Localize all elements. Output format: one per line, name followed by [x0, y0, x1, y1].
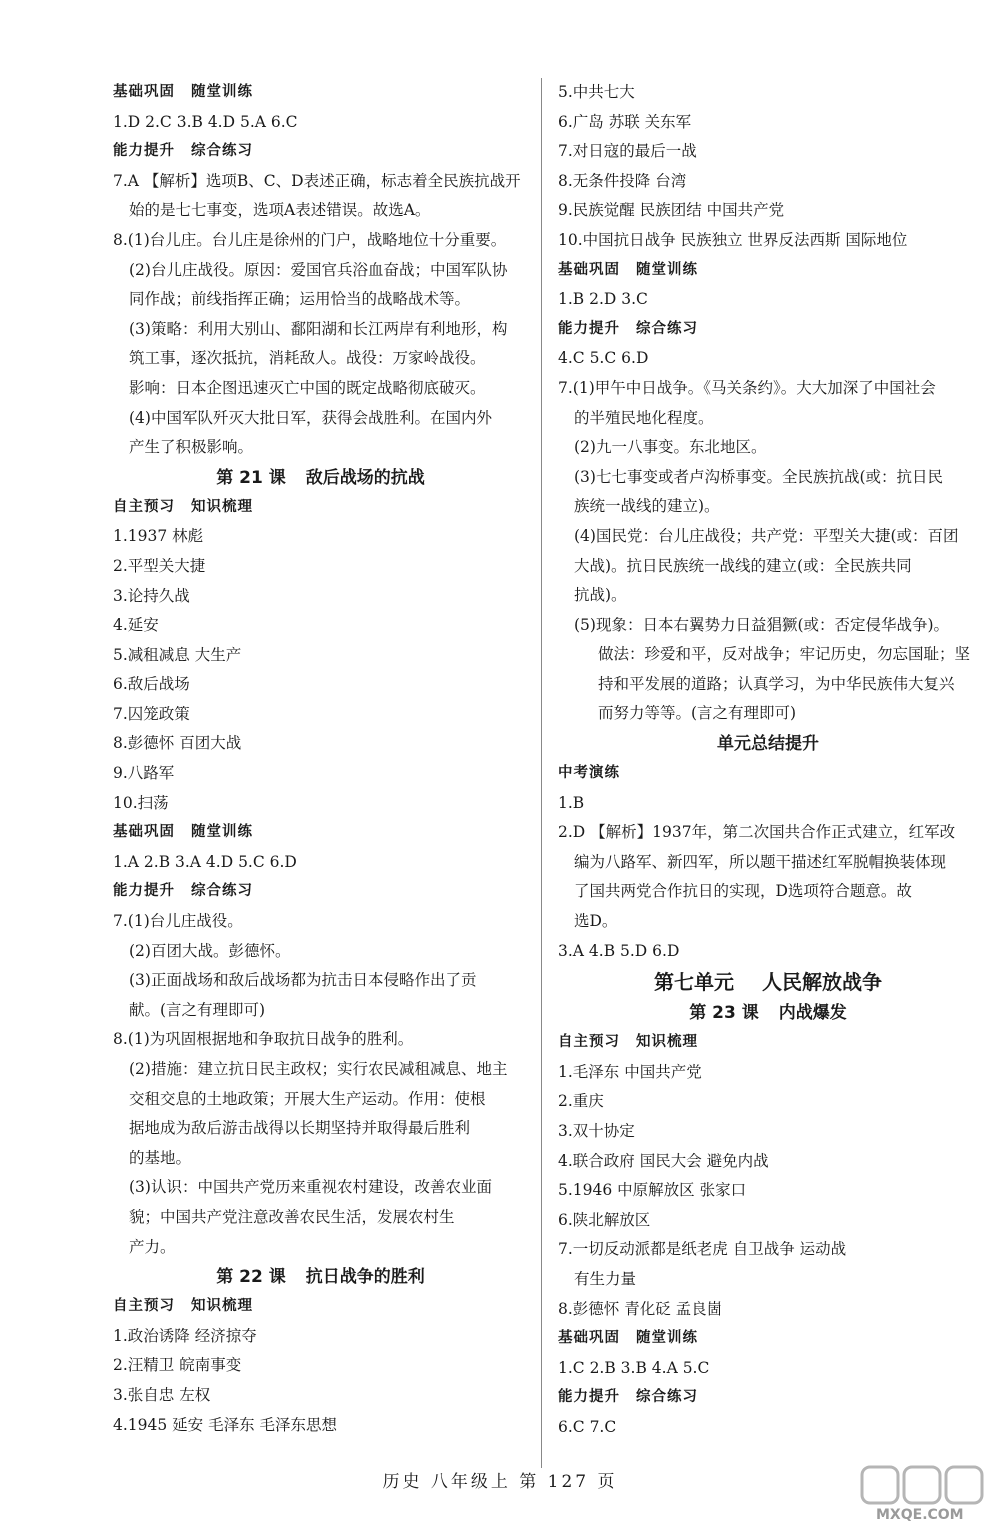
unit-title: [558, 966, 978, 998]
heading-part-b: 综合练习: [636, 1389, 698, 1406]
answer-line: (5)现象：日本右翼势力日益猖獗(或：否定侵华战争)。: [574, 615, 950, 634]
answer-line: 而努力等等。(言之有理即可): [598, 704, 797, 723]
answer-line: 9.民族觉醒 民族团结 中国共产党: [558, 201, 785, 220]
heading-part-a: 第 21 课: [216, 467, 286, 488]
answer-line: (3)认识：中国共产党历来重视农村建设，改善农业面: [129, 1178, 492, 1197]
answer-line: 6.C 7.C: [558, 1417, 617, 1436]
heading-part-a: 第 23 课: [689, 1003, 759, 1024]
answer-line: 6.陕北解放区: [558, 1210, 651, 1229]
heading-part-a: 基础巩固: [558, 1330, 620, 1347]
answer-line: 3.双十协定: [558, 1122, 635, 1140]
heading-part-b: 随堂训练: [636, 1330, 698, 1347]
answer-line: 6.敌后战场: [113, 675, 190, 694]
answer-line: 的基地。: [129, 1148, 192, 1167]
answer-line: 1.政治诱降 经济掠夺: [113, 1326, 257, 1345]
page-footer: 历史 八年级上 第 127 页: [382, 1472, 618, 1492]
right-column: [558, 78, 978, 1443]
answer-line: 始的是七七事变，选项A表述错误。故选A。: [129, 201, 431, 220]
heading-part-a: 能力提升: [113, 143, 175, 160]
heading-part-b: 随堂训练: [636, 261, 698, 278]
answer-line: 编为八路军、新四军，所以题干描述红军脱帽换装体现: [574, 852, 947, 871]
heading-part-a: 中考演练: [558, 765, 620, 782]
heading-part-a: 自主预习: [113, 1298, 175, 1315]
answer-line: 4.C 5.C 6.D: [558, 349, 649, 368]
answer-line: 抗战)。: [574, 586, 627, 605]
heading-part-a: 基础巩固: [558, 261, 620, 278]
section-heading: [558, 1383, 978, 1413]
answer-line: 影响：日本企图迅速灭亡中国的既定战略彻底破灭。: [129, 378, 486, 397]
section-heading: [113, 78, 528, 108]
answer-line: 7.一切反动派都是纸老虎 自卫战争 运动战: [558, 1240, 847, 1259]
section-heading: [558, 1324, 978, 1354]
section-heading: [558, 759, 978, 789]
watermark-logo: [858, 1463, 986, 1529]
answer-line: (4)国民党：台儿庄战役；共产党：平型关大捷(或：百团: [574, 526, 959, 545]
heading-part-a: 能力提升: [113, 883, 175, 900]
answer-line: (2)措施：建立抗日民主政权；实行农民减租减息、地主: [129, 1060, 508, 1078]
answer-line: 2.重庆: [558, 1092, 604, 1111]
heading-part-a: 第七单元: [654, 970, 734, 995]
heading-part-a: 基础巩固: [113, 824, 175, 841]
answer-line: 8.无条件投降 台湾: [558, 171, 687, 190]
answer-line: 4.联合政府 国民大会 避免内战: [558, 1151, 769, 1170]
answer-line: 3.论持久战: [113, 586, 190, 605]
heading-part-a: 自主预习: [113, 498, 175, 515]
answer-line: 6.广岛 苏联 关东军: [558, 112, 692, 131]
answer-line: 有生力量: [574, 1269, 637, 1288]
answer-line: 8.(1)台儿庄。台儿庄是徐州的门户，战略地位十分重要。: [113, 230, 507, 249]
answer-line: 7.囚笼政策: [113, 704, 190, 723]
answer-line: 10.扫荡: [113, 793, 169, 812]
heading-part-b: 内战爆发: [778, 1003, 847, 1024]
answer-line: 10.中国抗日战争 民族独立 世界反法西斯 国际地位: [558, 230, 908, 249]
answer-line: 大战)。抗日民族统一战线的建立(或：全民族共同: [574, 556, 912, 575]
lesson-title: [558, 998, 978, 1028]
answer-line: 交租交息的土地政策；开展大生产运动。作用：使根: [129, 1089, 486, 1108]
lesson-title: [113, 1262, 528, 1292]
section-heading: [113, 877, 528, 907]
section-heading: [558, 315, 978, 345]
answer-line: 选D。: [574, 912, 618, 931]
answer-line: (2)台儿庄战役。原因：爱国官兵浴血奋战；中国军队协: [129, 260, 508, 279]
section-heading: [113, 137, 528, 167]
answer-line: 2.平型关大捷: [113, 556, 206, 575]
answer-line: 4.1945 延安 毛泽东 毛泽东思想: [113, 1415, 338, 1434]
heading-part-a: 单元总结提升: [717, 734, 819, 755]
answer-line: 同作战；前线指挥正确；运用恰当的战略战术等。: [129, 290, 471, 309]
answer-line: 7.(1)甲午中日战争。《马关条约》。大大加深了中国社会: [558, 378, 936, 397]
answer-line: 5.1946 中原解放区 张家口: [558, 1181, 747, 1200]
section-heading: [113, 818, 528, 848]
section-heading: [558, 1028, 978, 1058]
answer-line: (4)中国军队歼灭大批日军，获得会战胜利。在国内外: [129, 408, 492, 427]
heading-part-b: 随堂训练: [191, 824, 253, 841]
answer-line: 做法：珍爱和平，反对战争；牢记历史，勿忘国耻；坚: [598, 645, 971, 664]
heading-part-a: 能力提升: [558, 1389, 620, 1406]
heading-part-b: 人民解放战争: [762, 970, 882, 995]
answer-line: 貌；中国共产党注意改善农民生活，发展农村生: [129, 1207, 455, 1226]
heading-part-b: 综合练习: [191, 143, 253, 160]
answer-line: 1.1937 林彪: [113, 527, 204, 546]
heading-part-a: 第 22 课: [216, 1267, 286, 1288]
answer-line: 1.B: [558, 793, 585, 812]
answer-line: 2.D 【解析】1937年，第二次国共合作正式建立，红军改: [558, 823, 956, 842]
heading-part-b: 知识梳理: [191, 1298, 253, 1315]
answer-line: 1.C 2.B 3.B 4.A 5.C: [558, 1358, 710, 1377]
answer-line: 1.毛泽东 中国共产党: [558, 1062, 702, 1081]
answer-line: 了国共两党合作抗日的实现，D选项符合题意。故: [574, 882, 912, 901]
answer-line: 9.八路军: [113, 764, 175, 783]
answer-line: 持和平发展的道路；认真学习，为中华民族伟大复兴: [598, 674, 955, 693]
heading-part-b: 敌后战场的抗战: [305, 467, 425, 488]
answer-line: 5.减租减息 大生产: [113, 645, 242, 664]
answer-line: 献。(言之有理即可): [129, 1000, 266, 1019]
heading-part-b: 抗日战争的胜利: [305, 1267, 425, 1288]
answer-line: 7.A 【解析】选项B、C、D表述正确，标志着全民族抗战开: [113, 171, 521, 190]
answer-line: 7.对日寇的最后一战: [558, 142, 697, 161]
answer-line: 8.彭德怀 百团大战: [113, 734, 242, 753]
heading-part-b: 综合练习: [191, 883, 253, 900]
answer-line: 3.A 4.B 5.D 6.D: [558, 941, 680, 960]
section-heading: [113, 1292, 528, 1322]
answer-line: 据地成为敌后游击战得以长期坚持并取得最后胜利: [129, 1119, 471, 1138]
answer-line: 的半殖民地化程度。: [574, 408, 714, 427]
heading-part-a: 能力提升: [558, 320, 620, 337]
answer-line: (3)策略：利用大别山、鄱阳湖和长江两岸有利地形，构: [129, 319, 508, 338]
answer-line: 筑工事，逐次抵抗，消耗敌人。战役：万家岭战役。: [129, 349, 486, 368]
answer-line: (2)九一八事变。东北地区。: [574, 438, 767, 457]
lesson-title: [113, 463, 528, 493]
heading-part-b: 综合练习: [636, 320, 698, 337]
answer-line: 8.彭德怀 青化砭 孟良崮: [558, 1299, 723, 1318]
answer-line: 1.D 2.C 3.B 4.D 5.A 6.C: [113, 112, 298, 131]
heading-part-b: 知识梳理: [191, 498, 253, 515]
answer-line: 2.汪精卫 皖南事变: [113, 1356, 242, 1375]
answer-line: (2)百团大战。彭德怀。: [129, 941, 291, 960]
answer-line: (3)正面战场和敌后战场都为抗击日本侵略作出了贡: [129, 971, 477, 990]
answer-line: 8.(1)为巩固根据地和争取抗日战争的胜利。: [113, 1030, 414, 1049]
column-divider: [541, 78, 542, 1468]
answer-line: 1.B 2.D 3.C: [558, 290, 648, 309]
answer-line: 产生了积极影响。: [129, 438, 254, 457]
answer-line: 3.张自忠 左权: [113, 1385, 211, 1404]
answer-line: 5.中共七大: [558, 83, 635, 101]
left-column: [113, 78, 528, 1440]
watermark-text: MXQE.COM: [876, 1507, 964, 1523]
answer-line: 族统一战线的建立)。: [574, 497, 720, 516]
answer-line: 4.延安: [113, 616, 159, 635]
answer-line: 7.(1)台儿庄战役。: [113, 912, 243, 931]
section-heading: [113, 493, 528, 523]
heading-part-a: 自主预习: [558, 1034, 620, 1051]
answer-line: 产力。: [129, 1237, 176, 1256]
heading-part-b: 知识梳理: [636, 1034, 698, 1051]
answer-line: 1.A 2.B 3.A 4.D 5.C 6.D: [113, 852, 297, 871]
section-heading: [558, 256, 978, 286]
heading-part-a: 基础巩固: [113, 84, 175, 100]
answer-line: (3)七七事变或者卢沟桥事变。全民族抗战(或：抗日民: [574, 467, 944, 486]
lesson-title: [558, 729, 978, 759]
heading-part-b: 随堂训练: [191, 84, 253, 100]
